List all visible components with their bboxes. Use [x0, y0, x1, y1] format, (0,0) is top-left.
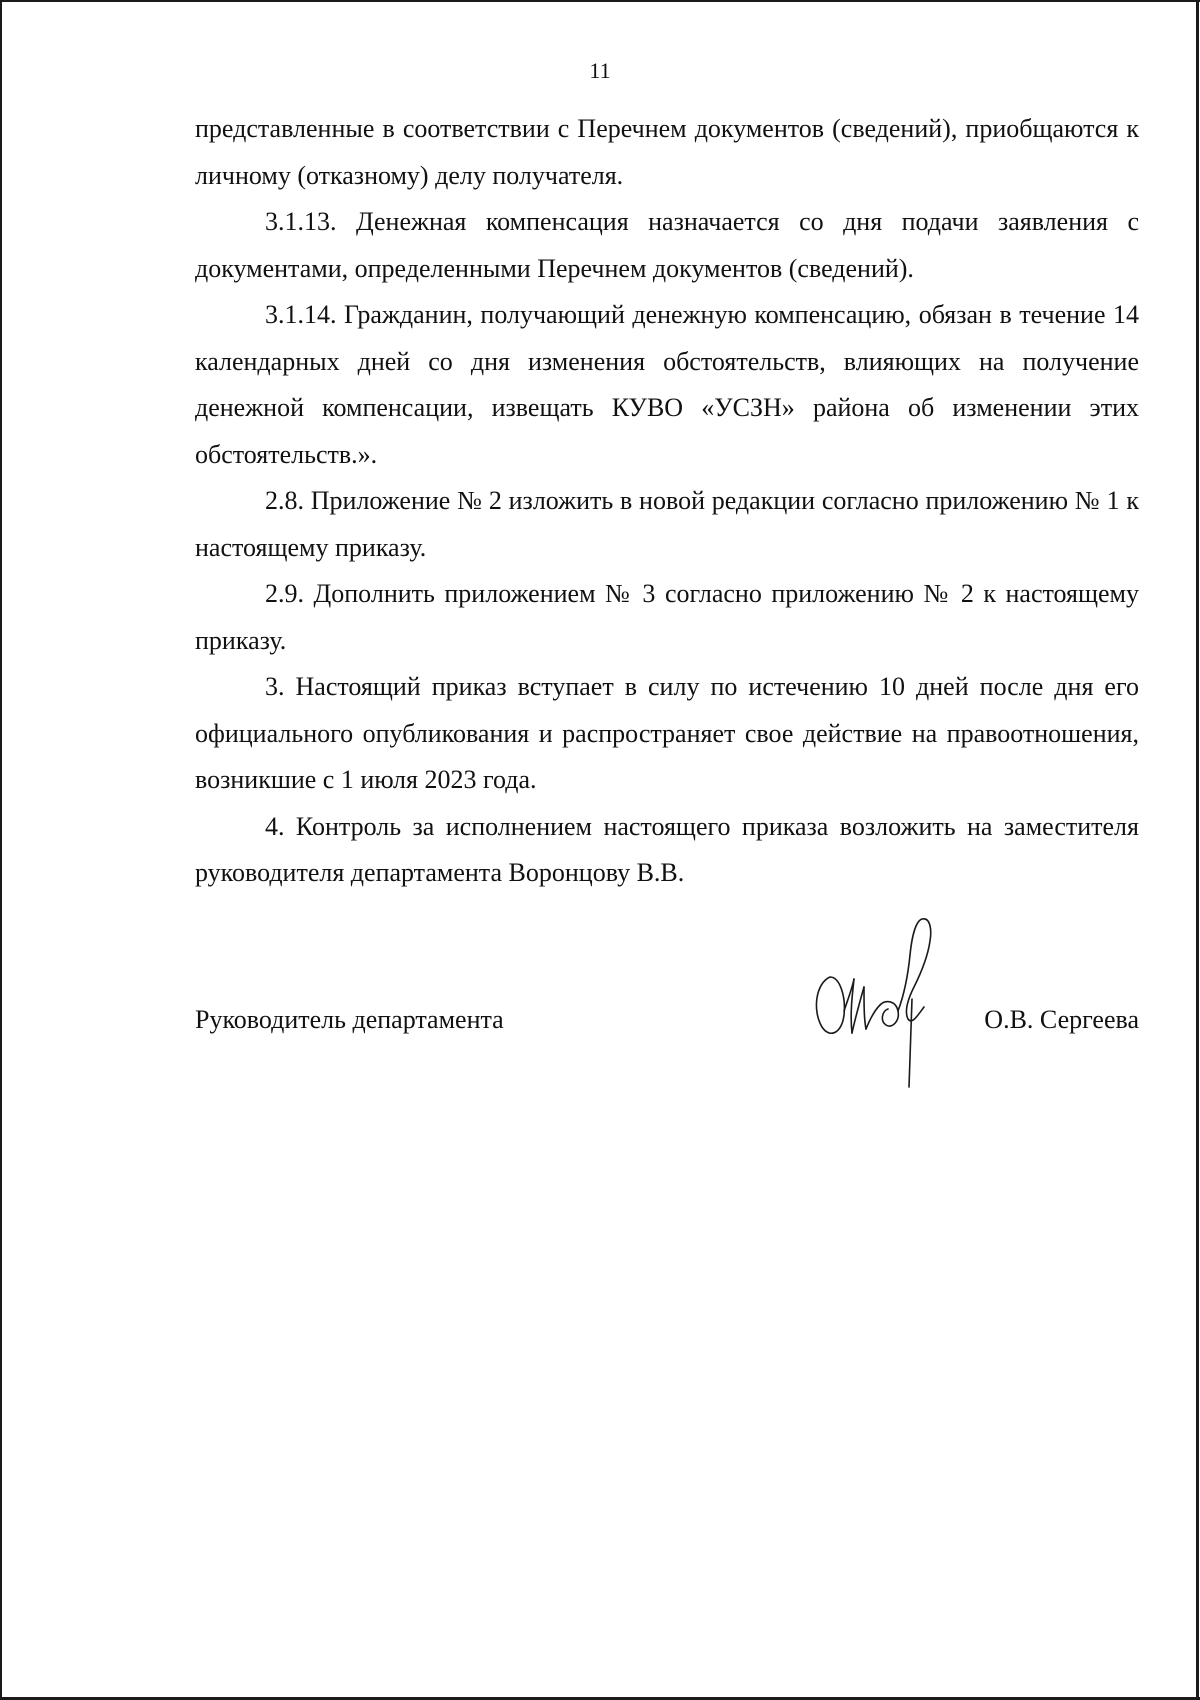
page-border-right	[1196, 0, 1199, 1700]
page-border-left	[0, 0, 2, 1700]
document-body	[195, 106, 1139, 897]
paragraph-2-9: 2.9. Дополнить приложением № 3 согласно приложению № 2 к настоящему приказу.	[195, 579, 1139, 655]
paragraph-2-8: 2.8. Приложение № 2 изложить в новой редакции согласно приложению № 1 к настоящему приказу.	[195, 486, 1139, 562]
page-border-top	[0, 0, 1200, 2]
signature-block	[195, 1000, 1139, 1040]
paragraph-3: 3. Настоящий приказ вступает в силу по истечению 10 дней после дня его официального опубликования и распространяет свое действие на правоотношения, возникшие с 1 июля 2023 года.	[195, 672, 1139, 794]
paragraph-4: 4. Контроль за исполнением настоящего приказа возложить на заместителя руководителя департамента Воронцову В.В.	[195, 811, 1139, 887]
signer-name: О.В. Сергеева	[984, 1005, 1139, 1034]
paragraph-3-1-14: 3.1.14. Гражданин, получающий денежную компенсацию, обязан в течение 14 календарных дней со дня изменения обстоятельств, влияющих на получение денежной компенсации, извещать КУВО «УСЗН» района об изменении этих обстоятельств.».	[195, 300, 1139, 469]
paragraph-continuation: представленные в соответствии с Перечнем документов (сведений), приобщаются к личному (отказному) делу получателя.	[195, 114, 1139, 190]
signer-position: Руководитель департамента	[195, 1005, 504, 1034]
paragraph-3-1-13: 3.1.13. Денежная компенсация назначается со дня подачи заявления с документами, определенными Перечнем документов (сведений).	[195, 207, 1139, 283]
page-number: 11	[589, 58, 611, 83]
